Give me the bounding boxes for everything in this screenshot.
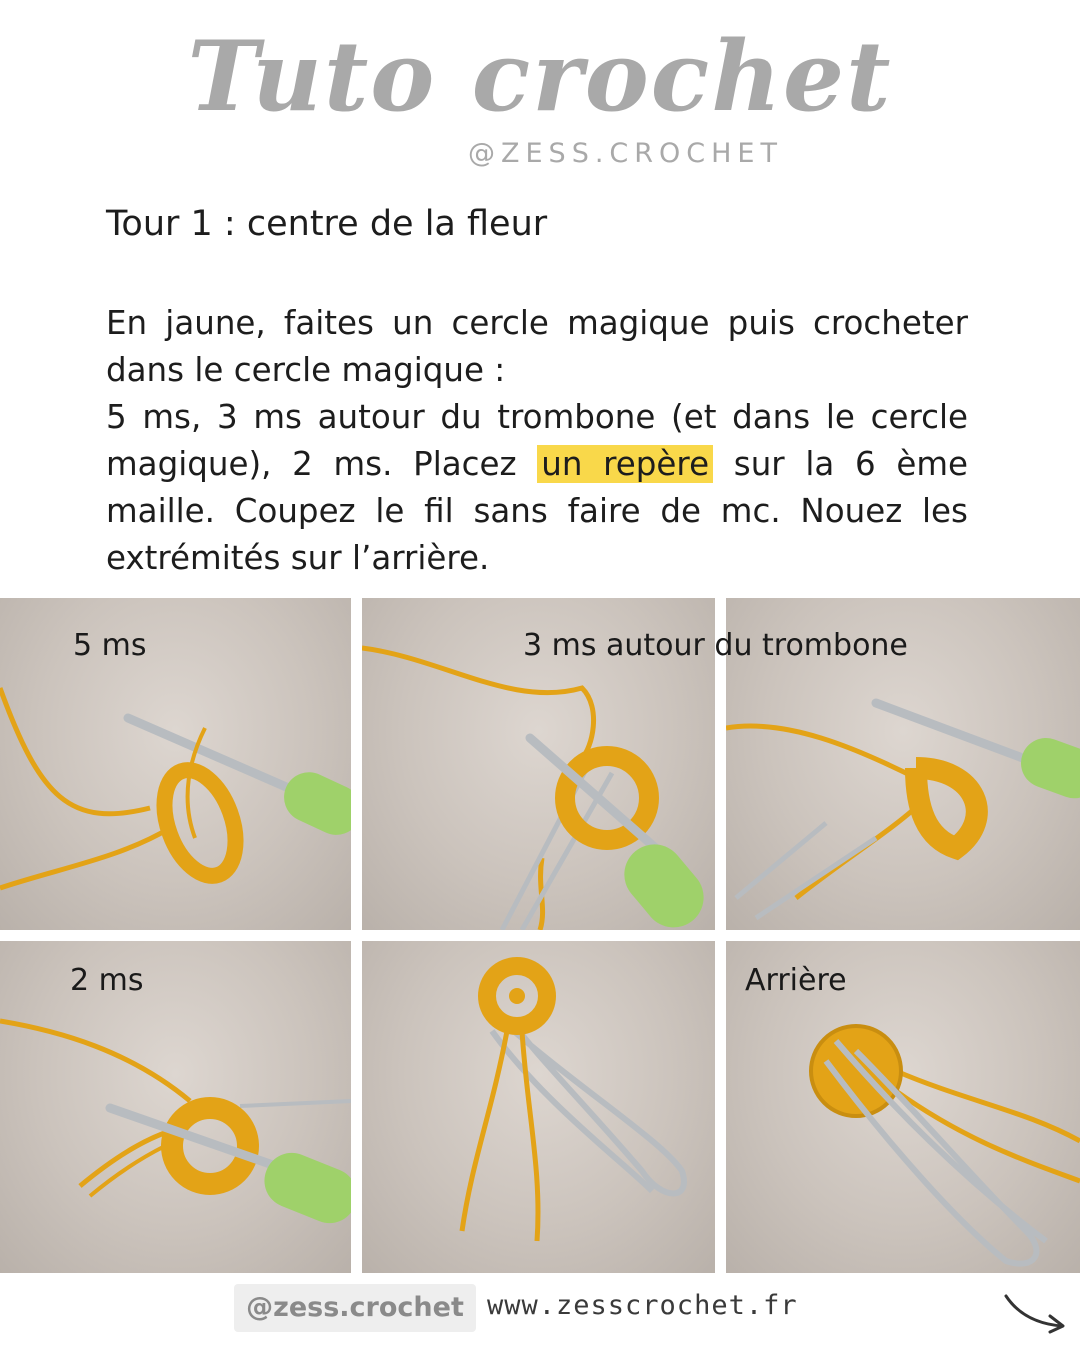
page-title: Tuto crochet [187, 20, 893, 133]
highlighted-marker-text: un repère [537, 445, 713, 483]
photo-caption: Arrière [745, 963, 847, 998]
crochet-photo-illustration [362, 941, 715, 1273]
photo-caption: 2 ms [70, 963, 144, 998]
photo-step-5 [362, 941, 715, 1273]
curved-arrow-icon[interactable] [1000, 1286, 1070, 1336]
photo-step-6 [726, 941, 1080, 1273]
instruction-paragraph-2 [106, 394, 968, 582]
round-heading: Tour 1 : centre de la fleur [106, 204, 548, 244]
instruction-text-part: sur la 6 ème maille. Coupez le fil sans faire de mc. Nouez les extrémités sur l’arrière. [106, 445, 968, 577]
footer-website-link[interactable]: www.zesscrochet.fr [487, 1290, 798, 1321]
photo-caption: 3 ms autour du trombone [523, 628, 908, 663]
instruction-text-part: 5 ms, 3 ms autour du trombone (et dans le cercle magique), 2 ms. Placez [106, 398, 968, 483]
instructions-text [106, 300, 968, 582]
crochet-photo-illustration [0, 598, 351, 930]
crochet-photo-illustration [0, 941, 351, 1273]
photo-step-1 [0, 598, 351, 930]
instagram-handle: @ZESS.CROCHET [468, 138, 783, 169]
footer-instagram-badge: @zess.crochet [234, 1284, 476, 1332]
photo-grid [0, 598, 1080, 1273]
instruction-paragraph-1: En jaune, faites un cercle magique puis crocheter dans le cercle magique : [106, 304, 968, 389]
photo-caption: 5 ms [73, 628, 147, 663]
photo-step-4 [0, 941, 351, 1273]
